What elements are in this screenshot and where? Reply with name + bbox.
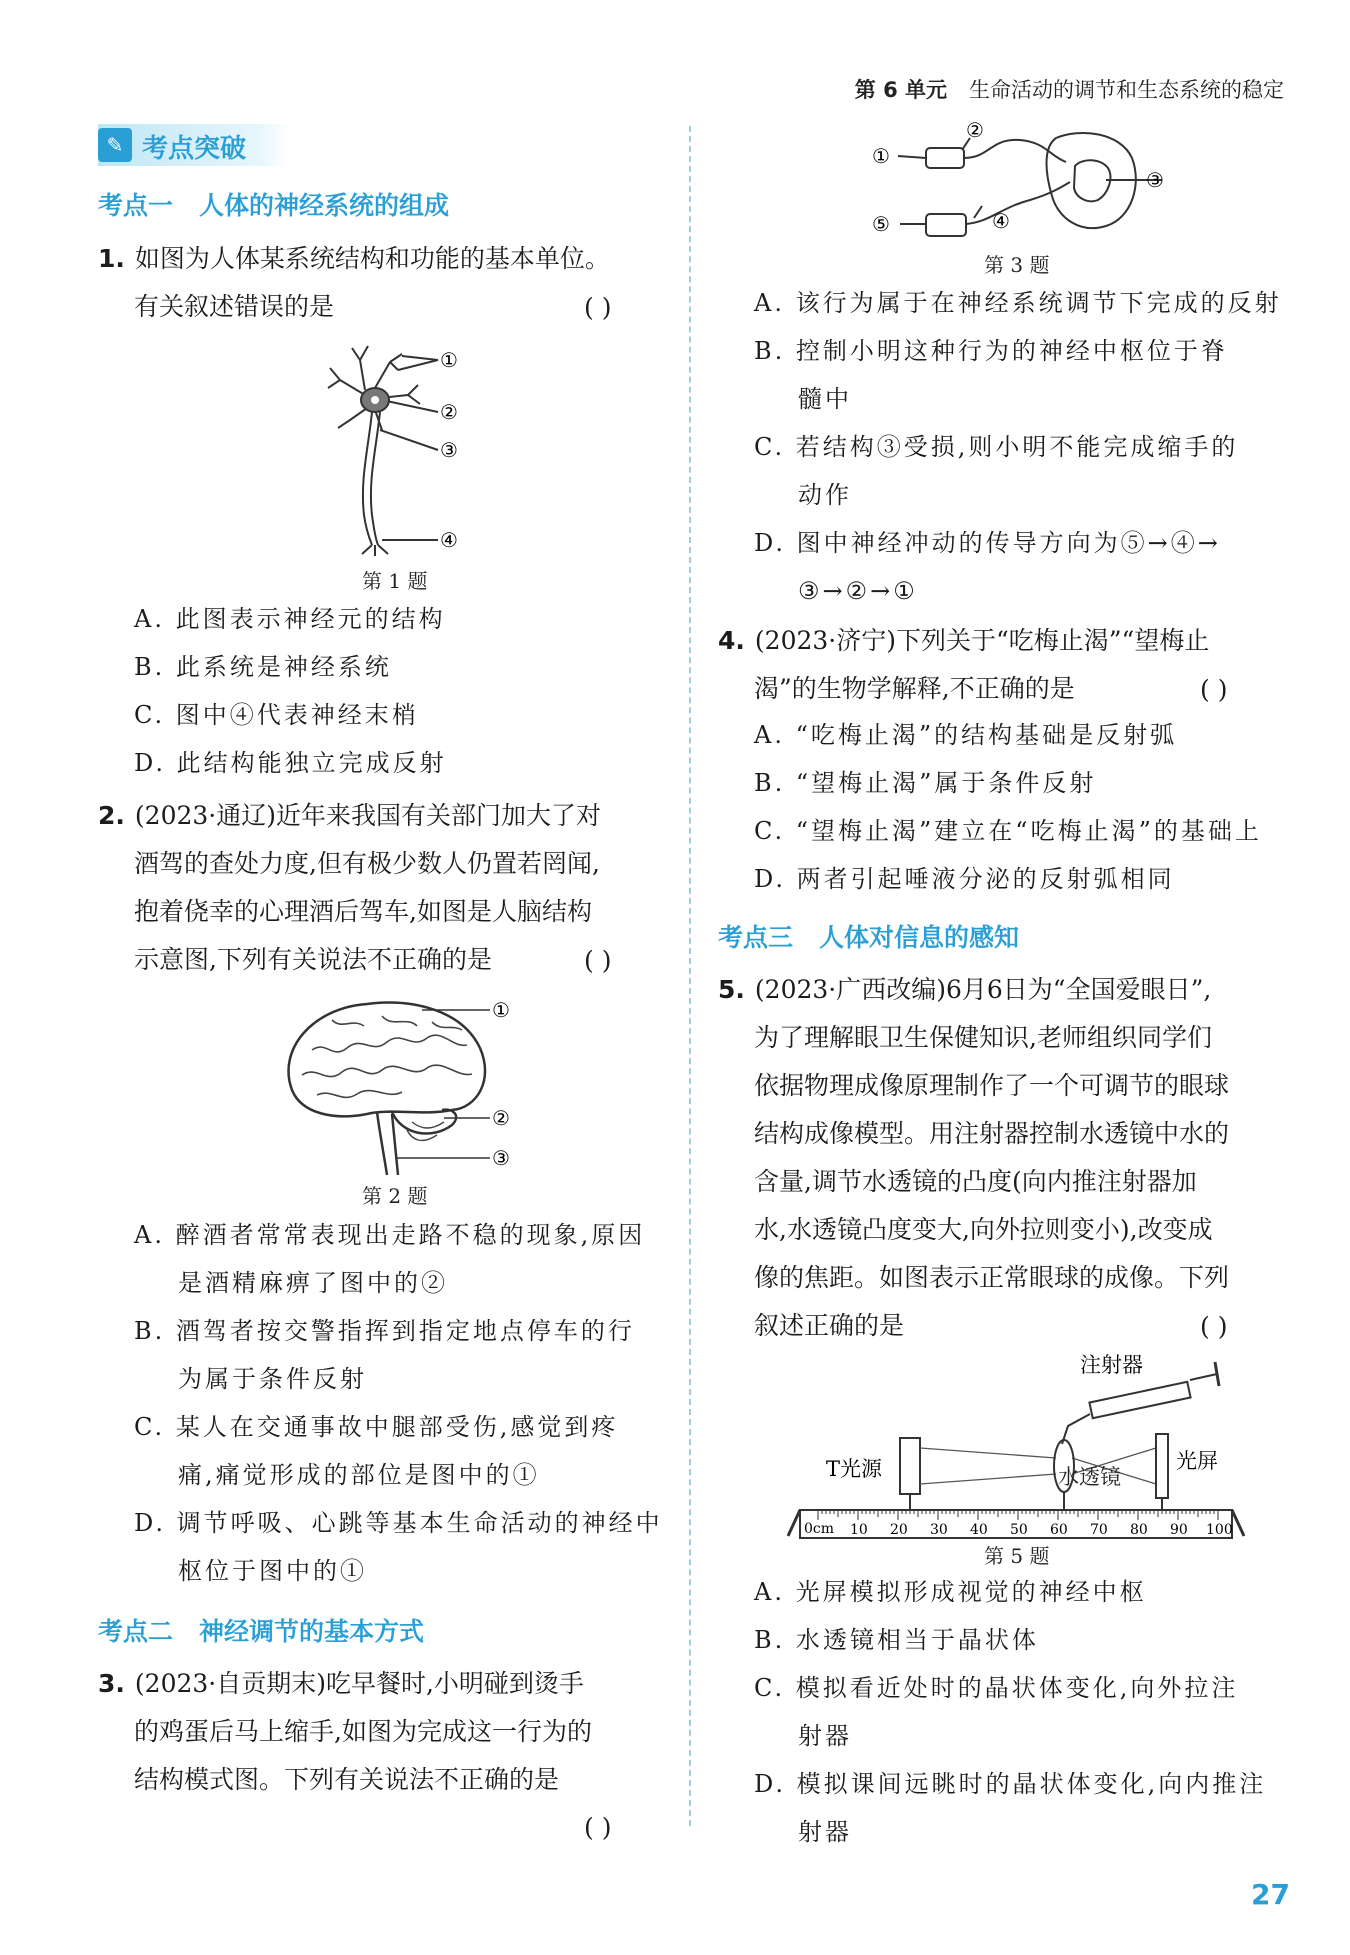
question-text: (2023·自贡期末)吃早餐时,小明碰到烫手 <box>134 1669 584 1698</box>
section-title: 人体的神经系统的组成 <box>199 191 450 220</box>
option-a[interactable]: A. 此图表示神经元的结构 <box>134 605 446 633</box>
question-number: 1. <box>98 244 125 273</box>
option-a[interactable]: A. “吃梅止渴”的结构基础是反射弧 <box>754 721 1178 749</box>
ruler-unit-label: 0cm <box>804 1521 835 1537</box>
unit-title: 生命活动的调节和生态系统的稳定 <box>969 78 1284 102</box>
question-2-line-2: 酒驾的查处力度,但有极少数人仍置若罔闻, <box>134 849 600 878</box>
figure-caption-1: 第 1 题 <box>362 569 428 593</box>
marker-2: ② <box>440 400 458 424</box>
option-b[interactable]: B. 酒驾者按交警指挥到指定地点停车的行 <box>134 1317 635 1345</box>
question-5-line-7: 像的焦距。如图表示正常眼球的成像。下列 <box>754 1263 1230 1292</box>
question-text: (2023·广西改编)6月6日为“全国爱眼日”, <box>754 975 1212 1004</box>
answer-blank[interactable]: ( ) <box>1200 675 1228 704</box>
section-title: 人体对信息的感知 <box>819 923 1020 952</box>
screen-icon <box>1156 1434 1168 1498</box>
column-divider <box>689 126 691 1826</box>
option-b[interactable]: B. 水透镜相当于晶状体 <box>754 1626 1039 1654</box>
option-d-cont: 枢位于图中的① <box>178 1557 367 1585</box>
ruler-tick-label: 10 <box>850 1522 868 1538</box>
question-5-line-3: 依据物理成像原理制作了一个可调节的眼球 <box>754 1071 1230 1100</box>
option-c[interactable]: C. 模拟看近处时的晶状体变化,向外拉注 <box>754 1674 1239 1702</box>
marker-2: ② <box>966 118 984 142</box>
section-banner <box>98 124 288 166</box>
question-text: (2023·通辽)近年来我国有关部门加大了对 <box>134 801 601 830</box>
option-c[interactable]: C. 某人在交通事故中腿部受伤,感觉到疼 <box>134 1413 619 1441</box>
option-d[interactable]: D. 此结构能独立完成反射 <box>134 749 447 777</box>
question-4-line-1 <box>718 623 1209 658</box>
question-3-line-1 <box>98 1666 584 1701</box>
option-d-cont: ③→②→① <box>798 577 918 605</box>
answer-blank[interactable]: ( ) <box>584 1813 612 1842</box>
question-2-line-4: 示意图,下列有关说法不正确的是 <box>134 945 492 974</box>
brain-figure <box>272 990 532 1180</box>
water-lens-label: 水透镜 <box>1058 1465 1121 1489</box>
option-c-cont: 痛,痛觉形成的部位是图中的① <box>178 1461 540 1489</box>
question-3-line-3: 结构模式图。下列有关说法不正确的是 <box>134 1765 560 1794</box>
option-a[interactable]: A. 该行为属于在神经系统调节下完成的反射 <box>754 289 1282 317</box>
ruler-tick-label: 40 <box>970 1522 988 1538</box>
answer-blank[interactable]: ( ) <box>584 946 612 975</box>
question-4-line-2: 渴”的生物学解释,不正确的是 <box>754 674 1075 703</box>
option-d[interactable]: D. 模拟课间远眺时的晶状体变化,向内推注 <box>754 1770 1267 1798</box>
question-number: 5. <box>718 975 745 1004</box>
figure-caption-3: 第 3 题 <box>984 253 1050 277</box>
option-b-cont: 为属于条件反射 <box>178 1365 367 1393</box>
option-c[interactable]: C. 图中④代表神经末梢 <box>134 701 419 729</box>
reflex-arc-figure <box>870 118 1170 248</box>
question-1-line-2: 有关叙述错误的是 <box>134 292 335 321</box>
option-a[interactable]: A. 醉酒者常常表现出走路不稳的现象,原因 <box>134 1221 646 1249</box>
question-5-line-1 <box>718 972 1211 1007</box>
question-5-line-2: 为了理解眼卫生保健知识,老师组织同学们 <box>754 1023 1212 1052</box>
marker-5: ⑤ <box>872 212 890 236</box>
banner-icon: ✎ <box>98 128 132 162</box>
section-label: 考点三 <box>718 923 794 952</box>
question-text: (2023·济宁)下列关于“吃梅止渴”“望梅止 <box>754 626 1210 655</box>
unit-label: 第 6 单元 <box>854 78 947 102</box>
question-5-line-6: 水,水透镜凸度变大,向外拉则变小),改变成 <box>754 1215 1213 1244</box>
light-source-icon <box>900 1438 920 1494</box>
option-b[interactable]: B. 控制小明这种行为的神经中枢位于脊 <box>754 337 1228 365</box>
section-label: 考点二 <box>98 1617 174 1646</box>
marker-1: ① <box>872 144 890 168</box>
light-source-label: T光源 <box>826 1457 883 1481</box>
ruler-tick-label: 30 <box>930 1522 948 1538</box>
question-5-line-8: 叙述正确的是 <box>754 1311 905 1340</box>
question-number: 3. <box>98 1669 125 1698</box>
question-number: 4. <box>718 626 745 655</box>
section-heading-1 <box>98 186 449 222</box>
marker-1: ① <box>492 998 510 1022</box>
option-d[interactable]: D. 两者引起唾液分泌的反射弧相同 <box>754 865 1175 893</box>
option-d[interactable]: D. 图中神经冲动的传导方向为⑤→④→ <box>754 529 1221 557</box>
option-c[interactable]: C. “望梅止渴”建立在“吃梅止渴”的基础上 <box>754 817 1262 845</box>
nucleus <box>371 396 379 404</box>
section-heading-2 <box>98 1612 424 1648</box>
marker-3: ③ <box>1146 168 1164 192</box>
question-5-line-4: 结构成像模型。用注射器控制水透镜中水的 <box>754 1119 1230 1148</box>
option-b-cont: 髓中 <box>798 385 852 413</box>
syringe-label: 注射器 <box>1080 1353 1143 1377</box>
marker-1: ① <box>440 348 458 372</box>
ruler-tick-label: 50 <box>1010 1522 1028 1538</box>
option-a[interactable]: A. 光屏模拟形成视觉的神经中枢 <box>754 1578 1147 1606</box>
screen-label: 光屏 <box>1176 1449 1218 1473</box>
ruler-tick-label: 80 <box>1130 1522 1148 1538</box>
page-header <box>855 74 1284 104</box>
marker-4: ④ <box>440 528 458 552</box>
figure-caption-2: 第 2 题 <box>362 1184 428 1208</box>
question-number: 2. <box>98 801 125 830</box>
ruler-tick-label: 100 <box>1206 1522 1233 1538</box>
option-c-cont: 动作 <box>798 481 852 509</box>
question-3-line-2: 的鸡蛋后马上缩手,如图为完成这一行为的 <box>134 1717 592 1746</box>
section-heading-3 <box>718 918 1019 954</box>
section-label: 考点一 <box>98 191 174 220</box>
brainstem <box>377 1112 398 1175</box>
section-title: 神经调节的基本方式 <box>199 1617 425 1646</box>
option-a-cont: 是酒精麻痹了图中的② <box>178 1269 448 1297</box>
question-5-line-5: 含量,调节水透镜的凸度(向内推注射器加 <box>754 1167 1197 1196</box>
neuron-figure <box>320 340 480 560</box>
ruler-tick-label: 70 <box>1090 1522 1108 1538</box>
page-number: 27 <box>1251 1878 1290 1911</box>
banner-title: 考点突破 <box>142 134 247 164</box>
answer-blank[interactable]: ( ) <box>584 293 612 322</box>
marker-4: ④ <box>992 209 1010 233</box>
question-2-line-3: 抱着侥幸的心理酒后驾车,如图是人脑结构 <box>134 897 592 926</box>
marker-3: ③ <box>492 1146 510 1170</box>
question-2-line-1 <box>98 798 601 833</box>
option-b[interactable]: B. “望梅止渴”属于条件反射 <box>754 769 1097 797</box>
option-d-cont: 射器 <box>798 1818 852 1846</box>
marker-3: ③ <box>440 438 458 462</box>
question-text: 如图为人体某系统结构和功能的基本单位。 <box>134 244 610 273</box>
option-d[interactable]: D. 调节呼吸、心跳等基本生命活动的神经中 <box>134 1509 663 1537</box>
answer-blank[interactable]: ( ) <box>1200 1312 1228 1341</box>
figure-caption-5: 第 5 题 <box>984 1544 1050 1568</box>
eye-model-figure <box>772 1350 1262 1540</box>
ruler-tick-label: 20 <box>890 1522 908 1538</box>
marker-2: ② <box>492 1106 510 1130</box>
option-c[interactable]: C. 若结构③受损,则小明不能完成缩手的 <box>754 433 1239 461</box>
option-c-cont: 射器 <box>798 1722 852 1750</box>
ruler-tick-label: 90 <box>1170 1522 1188 1538</box>
ruler-tick-label: 60 <box>1050 1522 1068 1538</box>
option-b[interactable]: B. 此系统是神经系统 <box>134 653 392 681</box>
question-1-line-1 <box>98 241 610 276</box>
